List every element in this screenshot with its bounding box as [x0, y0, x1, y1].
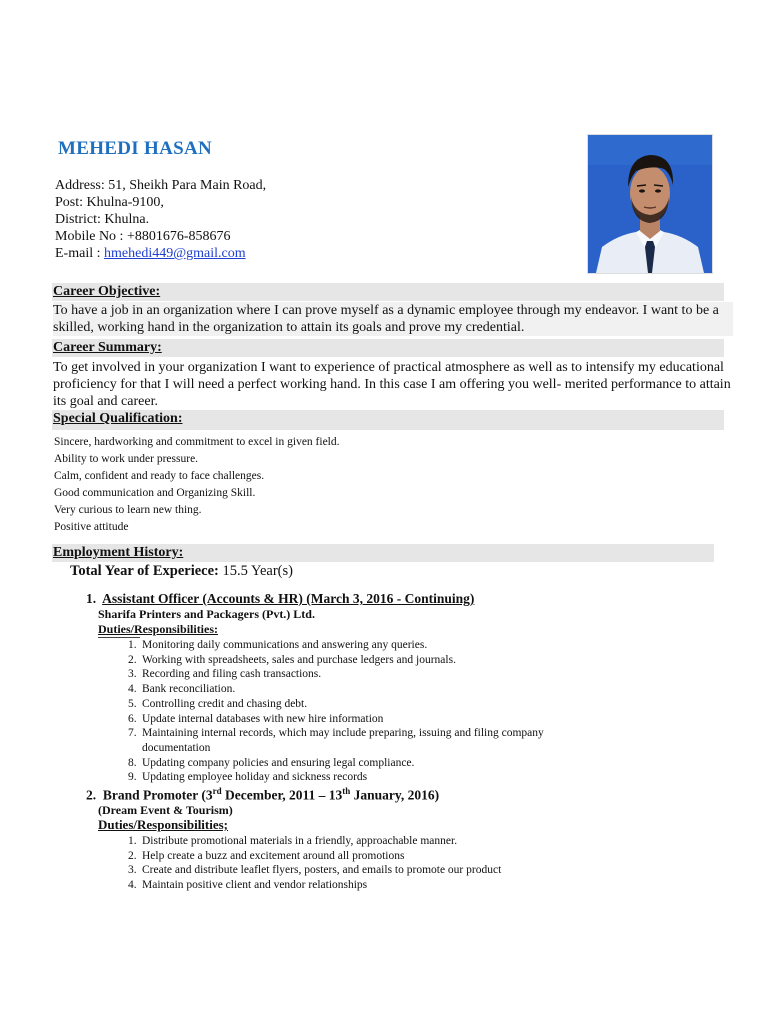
list-item: Good communication and Organizing Skill. [54, 487, 256, 499]
email-label: E-mail : [55, 246, 104, 261]
list-item: 9. Updating employee holiday and sickness records [128, 771, 368, 784]
job-number: 1. [86, 591, 97, 606]
career-objective-title: Career Objective: [53, 284, 161, 299]
duty-list-1 [128, 638, 598, 785]
list-item: 3. Create and distribute leaflet flyers, posters, and emails to promote our product [128, 864, 502, 877]
list-item: 7. Maintaining internal records, which may include preparing, issuing and filing company documentation [128, 727, 544, 754]
district-line: District: Khulna. [55, 212, 150, 227]
employment-history-header [52, 544, 714, 562]
career-objective-text: To have a job in an organization where I can prove myself as a dynamic employee through my endeavor. I want to be a skilled, working hand in the organization to attain its goals and prove my credential. [53, 302, 733, 336]
contact-block [55, 177, 266, 262]
job-title-suffix: January, 2016) [350, 787, 440, 803]
list-item: 5. Controlling credit and chasing debt. [128, 697, 308, 710]
email-line [55, 245, 266, 262]
total-experience-label: Total Year of Experiece: [70, 563, 219, 579]
list-item: 2. Working with spreadsheets, sales and purchase ledgers and journals. [128, 653, 456, 666]
company-name-2: (Dream Event & Tourism) [98, 803, 233, 817]
total-experience [70, 563, 293, 580]
post-line: Post: Khulna-9100, [55, 195, 164, 210]
list-item: 4. Maintain positive client and vendor relationships [128, 879, 368, 892]
address-line: Address: 51, Sheikh Para Main Road, [55, 178, 267, 193]
email-link[interactable]: hmehedi449@gmail.com [104, 246, 246, 261]
applicant-name: MEHEDI HASAN [58, 138, 213, 159]
career-objective-header [52, 283, 724, 301]
job-title-sup: rd [212, 786, 222, 796]
list-item: 6. Update internal databases with new hire information [128, 712, 384, 725]
list-item: Positive attitude [54, 521, 129, 533]
mobile-line: Mobile No : +8801676-858676 [55, 229, 231, 244]
career-summary-header [52, 339, 724, 357]
job-title-sup: th [342, 786, 351, 796]
job-title-2 [86, 786, 439, 804]
special-qualification-header [52, 410, 724, 430]
profile-photo [587, 134, 713, 274]
list-item: 3. Recording and filing cash transactions. [128, 668, 322, 681]
list-item: 2. Help create a buzz and excitement around all promotions [128, 849, 405, 862]
qualification-list [54, 434, 340, 536]
job-title-prefix: Brand Promoter (3 [102, 787, 213, 803]
job-number: 2. [86, 787, 97, 803]
job-title-mid: December, 2011 – 13 [221, 787, 343, 803]
list-item: 1. Distribute promotional materials in a friendly, approachable manner. [128, 835, 458, 847]
list-item: Calm, confident and ready to face challenges. [54, 470, 265, 482]
special-qualification-title: Special Qualification: [53, 411, 183, 426]
employment-history-title: Employment History: [53, 545, 184, 560]
list-item: 4. Bank reconciliation. [128, 683, 236, 696]
career-summary-text: To get involved in your organization I want to experience of practical atmosphere as well as to intensify my educational proficiency for that I will need a perfect working hand. In this case I am offering you well- merited performance to attain its goal and career. [53, 360, 731, 409]
duties-label-2: Duties/Responsibilities; [98, 817, 229, 832]
profile-photo-image [588, 135, 712, 273]
list-item: 8. Updating company policies and ensuring legal compliance. [128, 756, 415, 769]
list-item: Sincere, hardworking and commitment to excel in given field. [54, 436, 340, 448]
duty-list-2 [128, 834, 598, 893]
list-item: Very curious to learn new thing. [54, 504, 202, 516]
career-summary-title: Career Summary: [53, 340, 162, 355]
company-name-1: Sharifa Printers and Packagers (Pvt.) Ltd. [98, 607, 315, 621]
job-title-text: Assistant Officer (Accounts & HR) (March 3, 2016 - Continuing) [102, 591, 475, 606]
list-item: 1. Monitoring daily communications and answering any queries. [128, 639, 428, 651]
job-title-1 [86, 591, 474, 607]
list-item: Ability to work under pressure. [54, 453, 199, 465]
total-experience-value: 15.5 Year(s) [218, 563, 293, 579]
duties-label-1: Duties/Responsibilities: [98, 622, 219, 636]
